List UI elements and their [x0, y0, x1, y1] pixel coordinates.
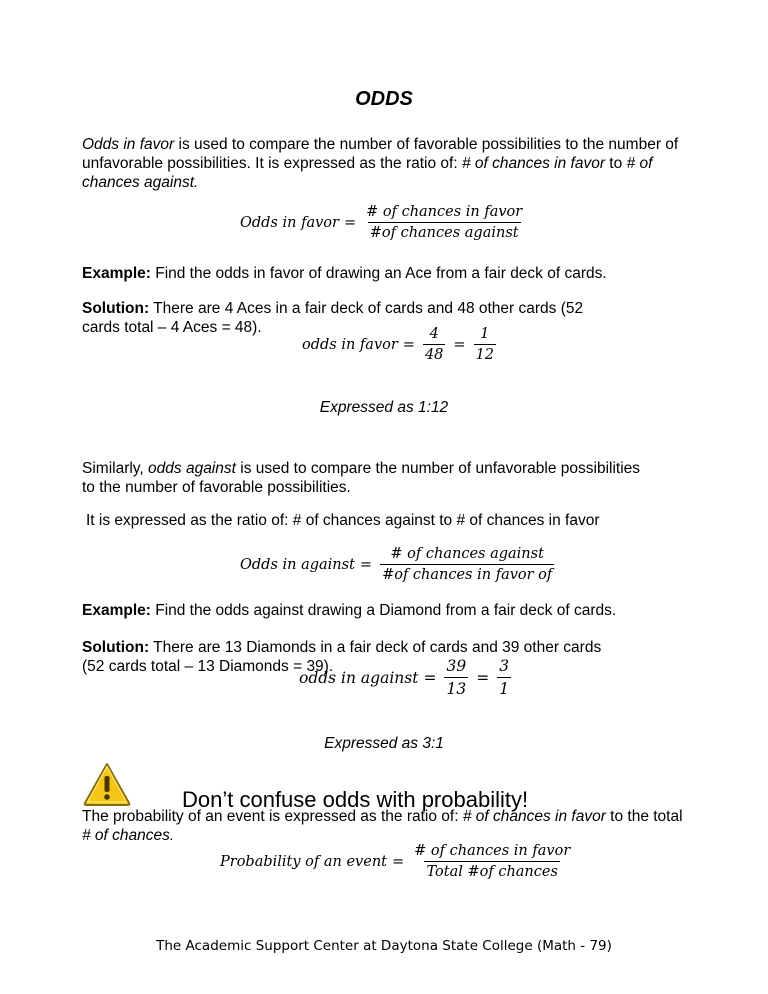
intro-ratio-b2: chances against. — [82, 174, 199, 191]
fraction-numerator: # of chances against — [390, 546, 544, 562]
expressed-3-1: Expressed as 3:1 — [324, 735, 444, 752]
against-intro — [82, 459, 640, 497]
equals-sign: = — [402, 336, 415, 353]
example-1 — [82, 264, 607, 283]
against-text-1b: is used to compare the number of unfavorable possibilities — [235, 460, 641, 477]
fraction — [412, 843, 572, 880]
solution-label: Solution: — [82, 639, 150, 656]
fraction-4-48 — [423, 326, 445, 363]
page-footer: The Academic Support Center at Daytona State College (Math - 79) — [156, 938, 612, 954]
fraction — [380, 546, 554, 583]
term-odds-against: odds against — [148, 460, 236, 477]
fraction-numerator: # of chances in favor — [366, 204, 523, 220]
fraction-numerator: 4 — [429, 326, 439, 342]
solution-text-1: There are 13 Diamonds in a fair deck of cards and 39 other cards — [149, 639, 602, 656]
fraction-denominator: #of chances in favor of — [380, 564, 554, 583]
fraction-1-12 — [474, 326, 496, 363]
term-odds-in-favor: Odds in favor — [82, 136, 175, 153]
fraction-denominator: 13 — [444, 677, 468, 698]
fraction-39-13 — [444, 657, 468, 698]
example-2 — [82, 601, 616, 620]
calc-odds-in-favor — [302, 326, 499, 363]
calc-lhs: odds in against — [299, 668, 419, 687]
formula-lhs: Odds in against — [240, 556, 355, 573]
fraction-denominator: 12 — [474, 344, 496, 363]
expressed-1-12: Expressed as 1:12 — [319, 399, 449, 416]
warning-icon — [82, 761, 132, 807]
prob-text-2: to the total — [605, 808, 683, 825]
equals-sign: = — [359, 556, 373, 573]
fraction-3-1 — [497, 657, 511, 698]
fraction-numerator: # of chances in favor — [414, 843, 571, 859]
example-label: Example: — [82, 602, 151, 619]
fraction-numerator: 3 — [499, 657, 510, 675]
example-text: Find the odds in favor of drawing an Ace from a fair deck of cards. — [150, 265, 607, 282]
against-ratio: It is expressed as the ratio of: # of chances against to # of chances in favor — [86, 512, 600, 529]
formula-lhs: Probability of an event — [220, 853, 387, 870]
fraction-denominator: #of chances against — [368, 222, 521, 241]
formula-odds-in-favor — [240, 204, 527, 241]
formula-lhs: Odds in favor — [240, 214, 339, 231]
example-label: Example: — [82, 265, 151, 282]
warning-title: Don’t confuse odds with probability! — [182, 787, 529, 812]
probability-text — [82, 807, 722, 845]
equals-sign: = — [453, 336, 466, 353]
fraction — [364, 204, 524, 241]
equals-sign: = — [391, 853, 405, 870]
against-text-2: to the number of favorable possibilities. — [82, 479, 351, 496]
equals-sign: = — [343, 214, 357, 231]
page-title: ODDS — [355, 88, 413, 110]
prob-term-1: # of chances in favor — [462, 808, 606, 825]
fraction-denominator: Total #of chances — [424, 861, 559, 880]
against-text-1a: Similarly, — [82, 460, 149, 477]
equals-sign: = — [423, 668, 437, 687]
intro-paragraph — [82, 135, 702, 192]
fraction-numerator: 39 — [446, 657, 467, 675]
solution-label: Solution: — [82, 300, 150, 317]
fraction-numerator: 1 — [480, 326, 490, 342]
formula-probability — [220, 843, 575, 880]
calc-lhs: odds in favor — [302, 336, 398, 353]
intro-to: to — [604, 155, 627, 172]
calc-odds-against — [299, 657, 514, 698]
formula-odds-against — [240, 546, 557, 583]
prob-text-1: The probability of an event is expressed as the ratio of: — [82, 808, 463, 825]
solution-text-2: (52 cards total – 13 Diamonds = 39). — [82, 658, 334, 675]
fraction-denominator: 1 — [497, 677, 511, 698]
solution-text-1: There are 4 Aces in a fair deck of cards and 48 other cards (52 — [149, 300, 584, 317]
intro-ratio-a: # of chances in favor — [461, 155, 605, 172]
example-text: Find the odds against drawing a Diamond from a fair deck of cards. — [150, 602, 617, 619]
intro-ratio-b1: # of — [626, 155, 653, 172]
equals-sign: = — [476, 668, 490, 687]
solution-text-2: cards total – 4 Aces = 48). — [82, 319, 262, 336]
fraction-denominator: 48 — [423, 344, 445, 363]
prob-term-2: # of chances. — [82, 827, 175, 844]
intro-text-1: is used to compare the number of favorable possibilities to the number of — [174, 136, 679, 153]
intro-text-2: unfavorable possibilities. It is expressed as the ratio of: — [82, 155, 462, 172]
